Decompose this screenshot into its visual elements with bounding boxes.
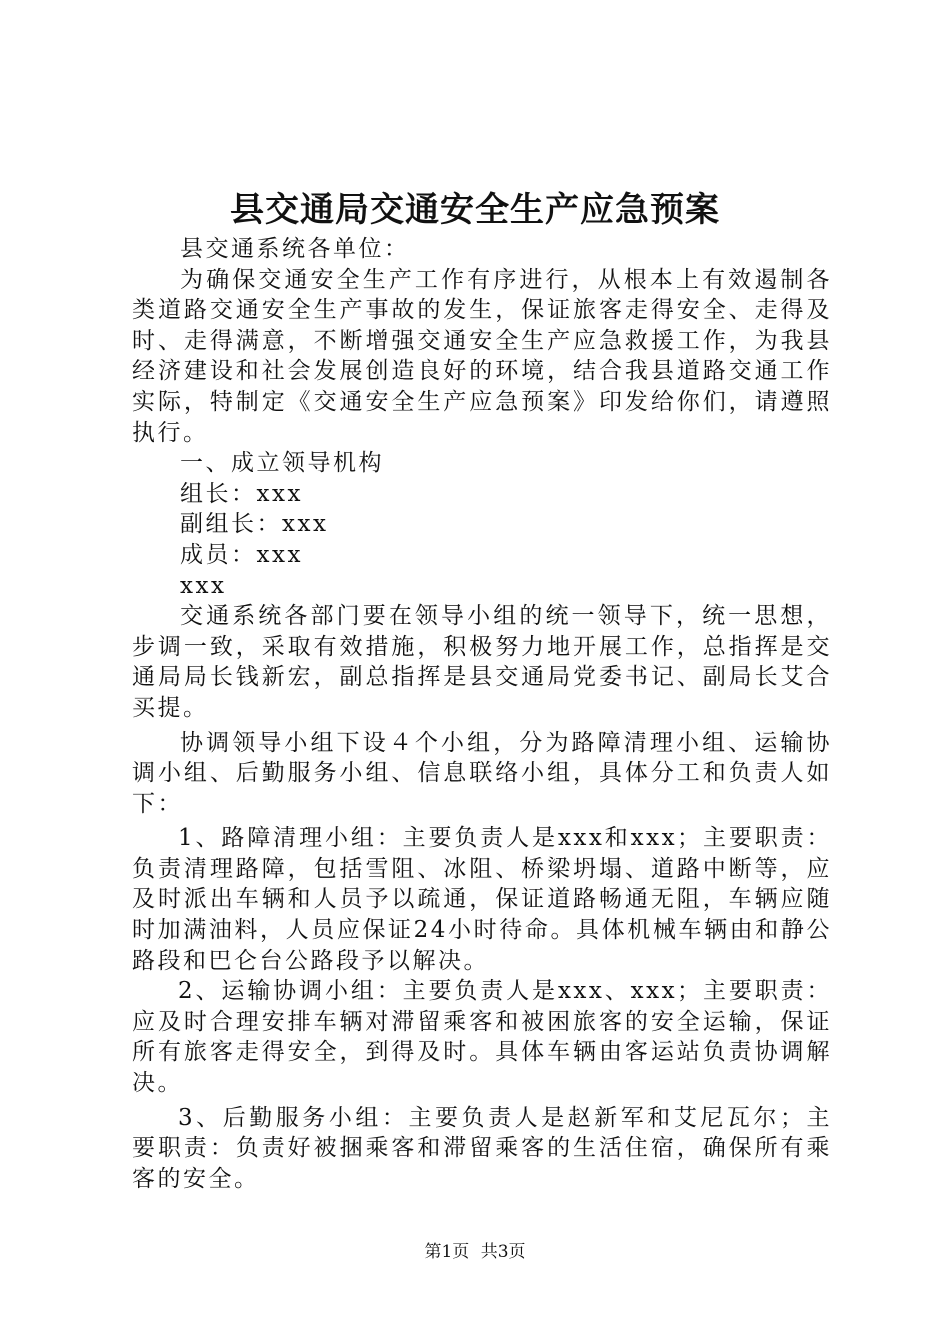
- leader-line: 组长：xxx: [180, 480, 303, 507]
- group-1-paragraph: 1、路障清理小组：主要负责人是xxx和xxx；主要职责：负责清理路障，包括雪阻、冰阻、桥梁坍塌、道路中断等，应及时派出车辆和人员予以疏通，保证道路畅通无阻，车辆应随时加满油料，人员应保证24小时待命。具体机械车辆由和静公路段和巴仑台公路段予以解决。: [132, 825, 832, 974]
- page-footer: [0, 1240, 950, 1264]
- group-3-paragraph: 3、后勤服务小组：主要负责人是赵新军和艾尼瓦尔；主要职责：负责好被捆乘客和滞留乘客的生活住宿，确保所有乘客的安全。: [132, 1104, 832, 1192]
- page-number-total: 共3页: [480, 1242, 526, 1262]
- section-heading-leadership: 一、成立领导机构: [180, 450, 384, 477]
- group-2-paragraph: 2、运输协调小组：主要负责人是xxx、xxx；主要职责：应及时合理安排车辆对滞留乘客和被困旅客的安全运输，保证所有旅客走得安全，到得及时。具体车辆由客运站负责协调解决。: [132, 978, 832, 1097]
- groups-paragraph: 协调领导小组下设４个小组，分为路障清理小组、运输协调小组、后勤服务小组、信息联络小组，具体分工和负责人如下：: [132, 729, 832, 817]
- deputy-leader-line: 副组长：xxx: [180, 511, 329, 538]
- page-number-current: 第1页: [424, 1242, 470, 1262]
- members-line: 成员：xxx: [180, 541, 303, 568]
- salutation: 县交通系统各单位：: [180, 236, 410, 262]
- unified-leadership-paragraph: 交通系统各部门要在领导小组的统一领导下，统一思想，步调一致，采取有效措施，积极努力地开展工作，总指挥是交通局局长钱新宏，副总指挥是县交通局党委书记、副局长艾合买提。: [132, 603, 832, 721]
- document-title: 县交通局交通安全生产应急预案: [230, 190, 720, 230]
- intro-paragraph: 为确保交通安全生产工作有序进行，从根本上有效遏制各类道路交通安全生产事故的发生，保证旅客走得安全、走得及时、走得满意，不断增强交通安全生产应急救援工作，为我县经济建设和社会发展创造良好的环境，结合我县道路交通工作实际，特制定《交通安全生产应急预案》印发给你们，请遵照执行。: [132, 266, 832, 446]
- members-extra-line: xxx: [180, 572, 227, 599]
- document-body: [132, 234, 832, 1194]
